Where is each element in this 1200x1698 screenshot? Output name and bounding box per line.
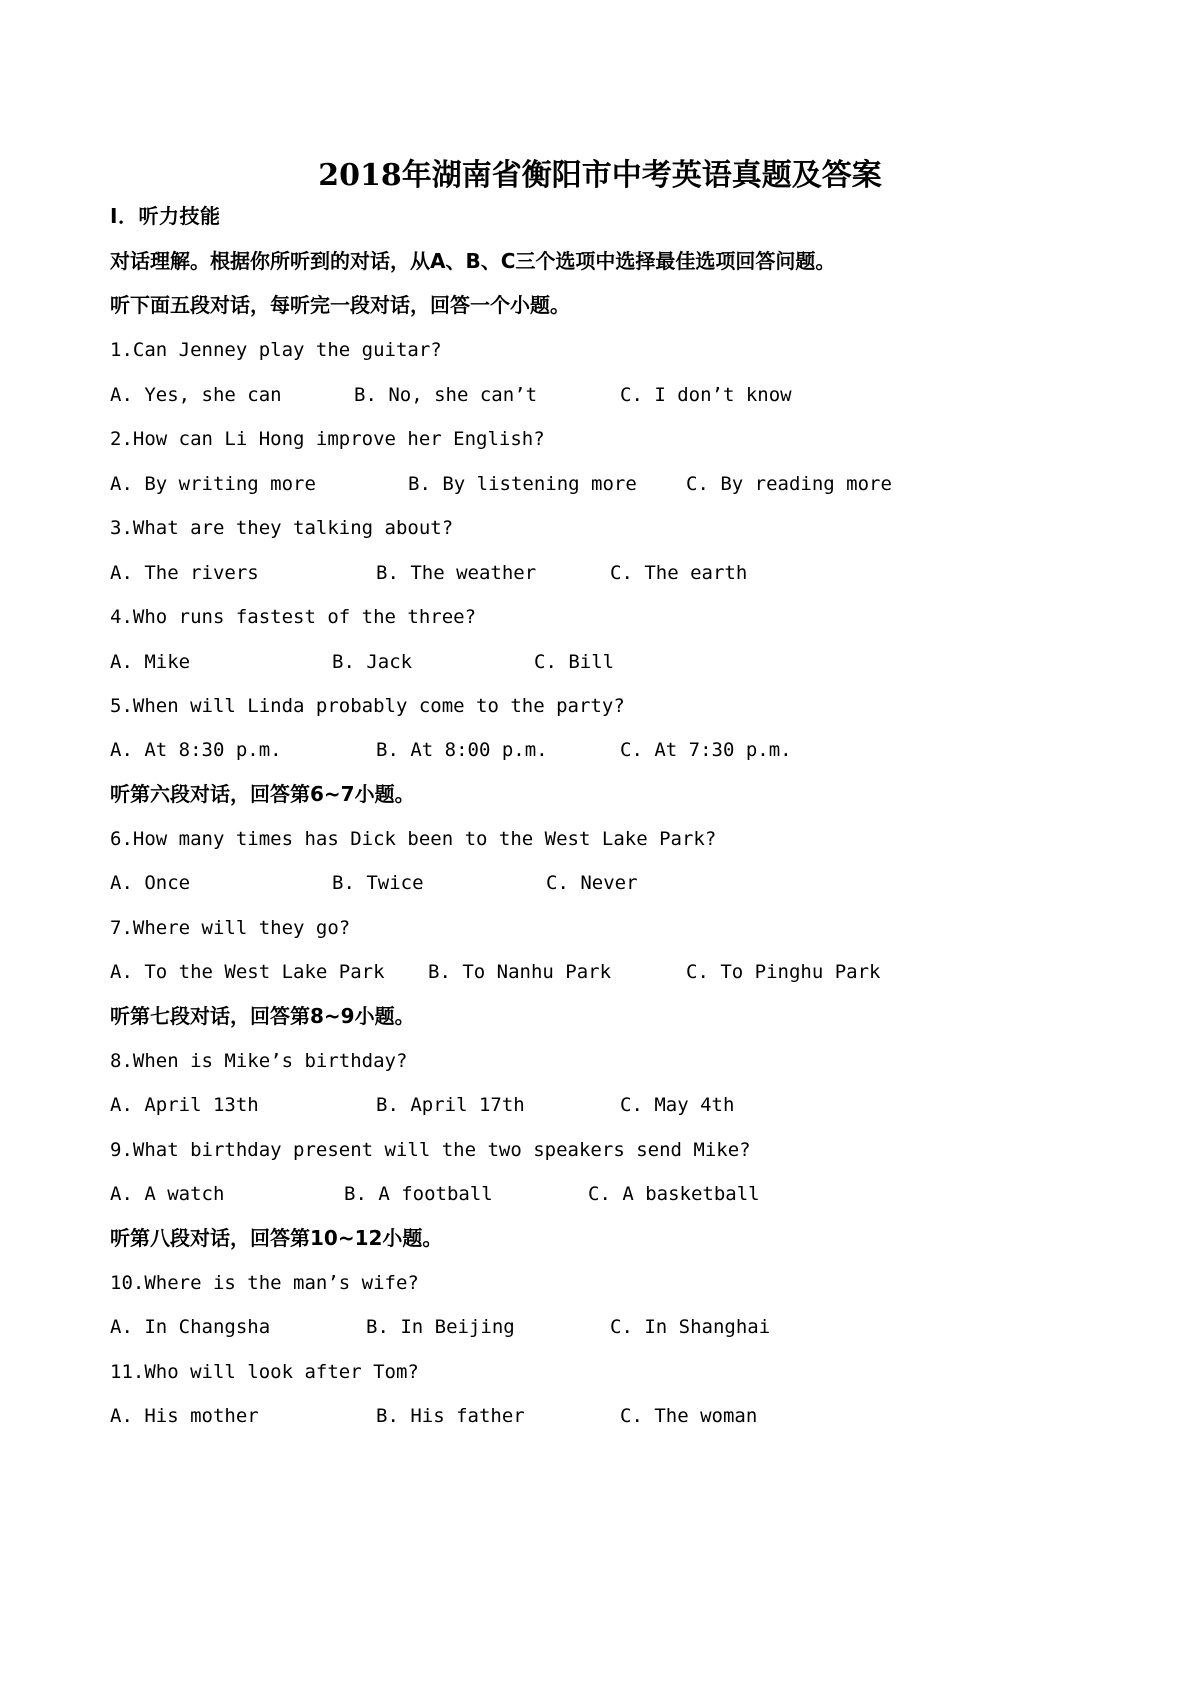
question-text: 8.When is Mike’s birthday? bbox=[110, 1050, 408, 1072]
option-b: B. A football bbox=[344, 1183, 493, 1205]
option-b: B. At 8:00 p.m. bbox=[376, 739, 548, 761]
question-text: 2.How can Li Hong improve her English? bbox=[110, 428, 545, 450]
section-heading: Ⅰ．听力技能 bbox=[110, 204, 221, 228]
option-c: C. The earth bbox=[610, 562, 748, 584]
question-text: 9.What birthday present will the two speakers send Mike? bbox=[110, 1139, 751, 1161]
option-c: C. I don’t know bbox=[620, 384, 792, 406]
option-a: A. His mother bbox=[110, 1405, 259, 1427]
option-a: A. Mike bbox=[110, 651, 191, 673]
question-text: 5.When will Linda probably come to the party? bbox=[110, 695, 625, 717]
option-b: B. In Beijing bbox=[366, 1316, 515, 1338]
question-text: 4.Who runs fastest of the three? bbox=[110, 606, 477, 628]
option-c: C. The woman bbox=[620, 1405, 758, 1427]
page-title: 2018年湖南省衡阳市中考英语真题及答案 bbox=[318, 158, 882, 193]
question-text: 6.How many times has Dick been to the West Lake Park? bbox=[110, 828, 717, 850]
option-c: C. Bill bbox=[534, 651, 615, 673]
option-b: B. His father bbox=[376, 1405, 525, 1427]
question-text: 1.Can Jenney play the guitar? bbox=[110, 339, 442, 361]
option-a: A. Once bbox=[110, 872, 191, 894]
option-a: A. Yes, she can bbox=[110, 384, 282, 406]
question-text: 11.Who will look after Tom? bbox=[110, 1361, 419, 1383]
option-b: B. April 17th bbox=[376, 1094, 525, 1116]
option-b: B. By listening more bbox=[408, 473, 637, 495]
option-a: A. A watch bbox=[110, 1183, 225, 1205]
question-text: 10.Where is the man’s wife? bbox=[110, 1272, 419, 1294]
option-c: C. To Pinghu Park bbox=[686, 961, 881, 983]
option-c: C. At 7:30 p.m. bbox=[620, 739, 792, 761]
option-c: C. A basketball bbox=[588, 1183, 760, 1205]
option-a: A. April 13th bbox=[110, 1094, 259, 1116]
subsection-heading: 听第七段对话，回答第8~9小题。 bbox=[110, 1004, 415, 1028]
question-text: 3.What are they talking about? bbox=[110, 517, 454, 539]
option-c: C. By reading more bbox=[686, 473, 892, 495]
question-text: 7.Where will they go? bbox=[110, 917, 351, 939]
option-a: A. At 8:30 p.m. bbox=[110, 739, 282, 761]
option-c: C. Never bbox=[546, 872, 638, 894]
option-a: A. The rivers bbox=[110, 562, 259, 584]
option-a: A. In Changsha bbox=[110, 1316, 271, 1338]
option-b: B. Jack bbox=[332, 651, 413, 673]
option-c: C. May 4th bbox=[620, 1094, 735, 1116]
option-a: A. By writing more bbox=[110, 473, 316, 495]
option-b: B. The weather bbox=[376, 562, 537, 584]
option-b: B. No, she can’t bbox=[354, 384, 538, 406]
instruction-line: 听下面五段对话，每听完一段对话，回答一个小题。 bbox=[110, 293, 570, 317]
option-c: C. In Shanghai bbox=[610, 1316, 771, 1338]
subsection-heading: 听第八段对话，回答第10~12小题。 bbox=[110, 1226, 443, 1250]
subsection-heading: 听第六段对话，回答第6~7小题。 bbox=[110, 782, 415, 806]
instruction-line: 对话理解。根据你所听到的对话，从A、B、C三个选项中选择最佳选项回答问题。 bbox=[110, 249, 836, 273]
option-b: B. Twice bbox=[332, 872, 424, 894]
option-a: A. To the West Lake Park bbox=[110, 961, 385, 983]
option-b: B. To Nanhu Park bbox=[428, 961, 612, 983]
